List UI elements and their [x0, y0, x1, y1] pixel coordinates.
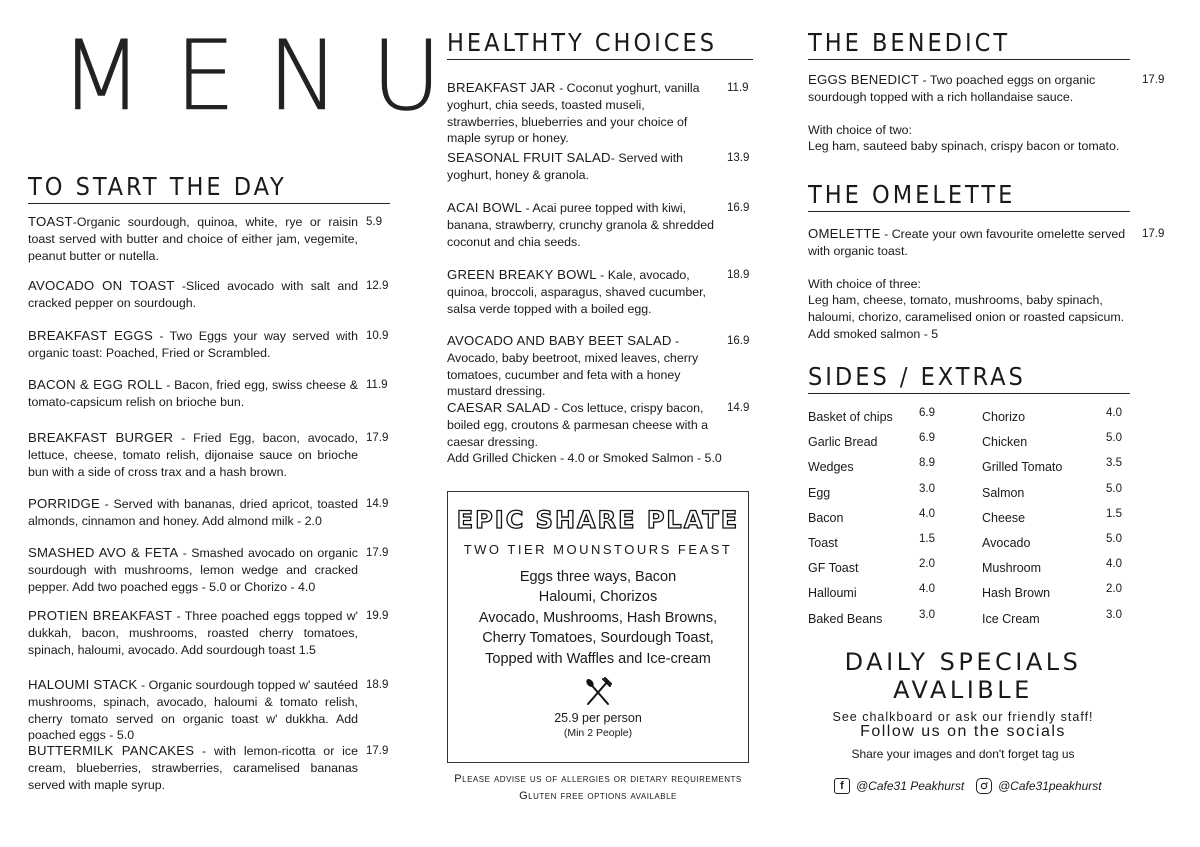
section-heading: THE BENEDICT [808, 28, 1130, 60]
side-item-name: Cheese [982, 510, 1026, 525]
side-item-price: 3.5 [1106, 457, 1122, 470]
side-item-name: Garlic Bread [808, 435, 878, 450]
item-description: - Served with yoghurt, honey & granola. [447, 151, 684, 182]
side-item-price: 5.0 [1106, 432, 1122, 445]
instagram-icon [976, 778, 992, 794]
allergy-note: Please advise us of allergies or dietary requirements [454, 773, 742, 785]
side-item-price: 3.0 [919, 482, 935, 495]
section-heading: SIDES / EXTRAS [808, 362, 1130, 394]
extra-text: Add smoked salmon - 5 [808, 326, 939, 341]
item-name: EGGS BENEDICT [808, 72, 920, 87]
item-description: - Three poached eggs topped w' dukkah, bacon, mushrooms, roasted cherry tomatoes, spinach, haloumi, avocado. Add sourdough toast 1.5 [28, 609, 358, 657]
share-line: Haloumi, Chorizos [538, 589, 658, 606]
item-description: - Create your own favourite omelette served with organic toast. [808, 227, 1126, 258]
item-name: OMELETTE [808, 226, 881, 241]
share-line: Topped with Waffles and Ice-cream [485, 650, 711, 667]
side-item-name: Salmon [982, 485, 1025, 500]
side-item-price: 6.9 [919, 432, 935, 445]
item-price: 16.9 [727, 335, 750, 347]
item-name: GREEN BREAKY BOWL [447, 267, 597, 282]
side-item-name: Chorizo [982, 410, 1026, 424]
side-item-name: Egg [808, 485, 831, 500]
item-description: - Two Eggs your way served with organic toast: Poached, Fried or Scrambled. [28, 329, 358, 360]
side-item-name: Ice Cream [982, 611, 1040, 626]
menu-item [447, 267, 753, 317]
item-name: BREAKFAST JAR [447, 80, 556, 95]
share-line: Avocado, Mushrooms, Hash Browns, [478, 609, 718, 626]
specials-subtitle: See chalkboard or ask our friendly staff! [832, 710, 1094, 724]
side-item-price: 5.0 [1106, 482, 1122, 495]
item-price: 14.9 [727, 402, 750, 414]
facebook-icon: f [834, 778, 850, 794]
item-description: -Sliced avocado with salt and cracked pepper on sourdough. [28, 279, 359, 310]
menu-item [28, 278, 392, 312]
menu-item [447, 200, 753, 250]
item-description: - Smashed avocado on organic sourdough with mushrooms, lemon wedge and cracked pepper. Add two poached eggs - 5.0 or Chorizo - 4.0 [28, 546, 359, 594]
item-name: SEASONAL FRUIT SALAD [447, 150, 611, 165]
facebook-handle: @Cafe31 Peakhurst [856, 779, 965, 793]
share-line: Eggs three ways, Bacon [519, 569, 677, 585]
social-section [808, 723, 1118, 761]
instagram-link[interactable] [976, 778, 1102, 794]
item-description: - Avocado, baby beetroot, mixed leaves, cherry tomatoes, cucumber and feta with a honey mustard dressing. [447, 334, 699, 399]
side-item-price: 2.0 [919, 558, 935, 571]
side-item-price: 4.0 [919, 507, 935, 520]
side-item-name: Mushroom [982, 561, 1042, 576]
choice-text: Leg ham, sauteed baby spinach, crispy bacon or tomato. [808, 139, 1120, 154]
item-description: - Served with bananas, dried apricot, toasted almonds, cinnamon and honey. Add almond milk - 2.0 [28, 497, 358, 528]
side-item-name: Bacon [808, 510, 844, 525]
item-name: TOAST [28, 214, 73, 229]
share-plate-minimum: (Min 2 People) [563, 727, 633, 740]
item-name: BUTTERMILK PANCAKES [28, 743, 195, 758]
item-price: 16.9 [727, 202, 750, 214]
share-plate-box [447, 491, 749, 763]
social-heading: Follow us on the socials [860, 723, 1066, 740]
side-item-price: 5.0 [1106, 533, 1122, 545]
item-price: 5.9 [366, 216, 382, 228]
menu-item [447, 333, 753, 400]
item-description: - Acai puree topped with kiwi, banana, strawberry, crunchy granola & shredded coconut and chia seeds. [447, 201, 715, 249]
item-name: BACON & EGG ROLL [28, 377, 163, 392]
item-name: HALOUMI STACK [28, 677, 138, 692]
item-price: 14.9 [366, 498, 389, 510]
side-item-price: 3.0 [919, 608, 935, 621]
side-item-name: Grilled Tomato [982, 460, 1063, 475]
item-price: 17.9 [1142, 74, 1165, 86]
menu-item [28, 677, 392, 744]
item-price: 11.9 [727, 82, 749, 94]
item-name: PROTIEN BREAKFAST [28, 608, 173, 623]
side-item-price: 8.9 [919, 457, 935, 470]
side-item-name: Halloumi [808, 586, 857, 601]
item-description: - Organic sourdough topped w' sautéed mushrooms, spinach, avocado, haloumi & tomato relish, cherry tomato served on organic toast w' dukkha. Add poached eggs - 5.0 [28, 678, 359, 743]
item-price: 13.9 [727, 152, 750, 164]
side-item-name: Wedges [808, 460, 854, 475]
item-price: 17.9 [366, 547, 389, 559]
menu-item [808, 226, 1168, 343]
menu-item [808, 72, 1168, 155]
item-name: PORRIDGE [28, 496, 100, 511]
share-plate-price: 25.9 per person [554, 711, 642, 726]
item-description: - Fried Egg, bacon, avocado, lettuce, cheese, tomato relish, dijonaise sauce on brioche bun with a side of cross trax and a hash brown. [28, 431, 358, 479]
side-item-name: GF Toast [808, 561, 859, 576]
side-item-name: Basket of chips [808, 410, 893, 424]
item-price: 17.9 [1142, 228, 1165, 240]
side-item-price: 3.0 [1106, 608, 1122, 621]
menu-item [447, 150, 753, 184]
menu-item [447, 400, 753, 467]
menu-item [28, 743, 392, 793]
item-price: 17.9 [366, 432, 389, 444]
choice-label: With choice of two: [808, 122, 912, 137]
share-plate-description [448, 567, 748, 669]
choice-text: Leg ham, cheese, tomato, mushrooms, baby spinach, haloumi, chorizo, caramelised onion or roasted capsicum. [808, 293, 1125, 325]
gluten-free-note: Gluten free options available [519, 790, 677, 802]
menu-item [28, 377, 392, 411]
item-price: 17.9 [366, 745, 389, 757]
share-line: Cherry Tomatoes, Sourdough Toast, [482, 630, 714, 647]
facebook-link[interactable] [834, 778, 964, 794]
item-name: AVOCADO AND BABY BEET SALAD [447, 333, 672, 348]
fork-knife-icon [448, 677, 748, 707]
item-price: 19.9 [366, 610, 389, 622]
item-description: - Cos lettuce, crispy bacon, boiled egg, croutons & parmesan cheese with a caesar dressing. [447, 401, 709, 449]
side-item-name: Toast [808, 536, 838, 550]
menu-item [28, 496, 392, 530]
side-item-price: 4.0 [919, 583, 935, 596]
item-description: - Coconut yoghurt, vanilla yoghurt, chia seeds, toasted museli, strawberries, blueberries and your choice of maple syrup or honey. [447, 81, 700, 146]
side-item-price: 2.0 [1106, 583, 1122, 596]
item-description: - with lemon-ricotta or ice cream, blueberries, strawberries, caramelised bananas served with maple syrup. [28, 744, 358, 792]
item-description: -Organic sourdough, quinoa, white, rye or raisin toast served with butter and choice of either jam, vegemite, peanut butter or nutella. [28, 215, 358, 263]
item-price: 11.9 [366, 379, 388, 391]
specials-heading: DAILY SPECIALS AVALIBLE [844, 648, 1082, 704]
item-name: BREAKFAST BURGER [28, 430, 174, 445]
side-item-price: 4.0 [1106, 407, 1122, 419]
instagram-handle: @Cafe31peakhurst [998, 779, 1102, 793]
side-item-price: 4.0 [1106, 558, 1122, 571]
item-description: - Bacon, fried egg, swiss cheese & tomato-capsicum relish on brioche bun. [28, 378, 358, 409]
item-name: ACAI BOWL [447, 200, 523, 215]
share-plate-title: EPIC SHARE PLATE [456, 506, 740, 534]
share-plate-subtitle: TWO TIER MOUNSTOURS FEAST [463, 542, 733, 557]
item-price: 12.9 [366, 280, 389, 292]
item-price: 18.9 [366, 679, 389, 691]
item-description: - Kale, avocado, quinoa, broccoli, asparagus, shaved cucumber, salsa verde topped with a boiled egg. [447, 268, 706, 316]
menu-item [447, 80, 753, 147]
menu-item [28, 545, 392, 595]
menu-item [28, 328, 392, 362]
item-extra: Add Grilled Chicken - 4.0 or Smoked Salmon - 5.0 [447, 451, 722, 466]
item-description: - Two poached eggs on organic sourdough topped with a rich hollandaise sauce. [808, 73, 1096, 104]
side-item-name: Chicken [982, 435, 1028, 450]
menu-title: MENU [60, 20, 474, 132]
item-name: CAESAR SALAD [447, 400, 551, 415]
section-heading: THE OMELETTE [808, 180, 1130, 212]
menu-item [28, 608, 392, 658]
side-item-name: Baked Beans [808, 611, 883, 626]
side-item-price: 1.5 [1106, 507, 1122, 520]
item-name: BREAKFAST EGGS [28, 328, 153, 343]
item-price: 10.9 [366, 330, 389, 342]
menu-item [28, 214, 392, 264]
social-subtitle: Share your images and don't forget tag us [851, 747, 1075, 761]
side-item-name: Hash Brown [982, 586, 1051, 601]
section-heading: HEALTHTY CHOICES [447, 28, 753, 60]
section-heading: TO START THE DAY [28, 172, 390, 204]
item-name: SMASHED AVO & FETA [28, 545, 179, 560]
side-item-price: 1.5 [919, 533, 935, 545]
item-price: 18.9 [727, 269, 750, 281]
side-item-name: Avocado [982, 536, 1031, 550]
menu-item [28, 430, 392, 480]
item-name: AVOCADO ON TOAST [28, 278, 175, 293]
choice-label: With choice of three: [808, 276, 921, 291]
daily-specials [808, 648, 1118, 724]
side-item-price: 6.9 [919, 407, 935, 419]
